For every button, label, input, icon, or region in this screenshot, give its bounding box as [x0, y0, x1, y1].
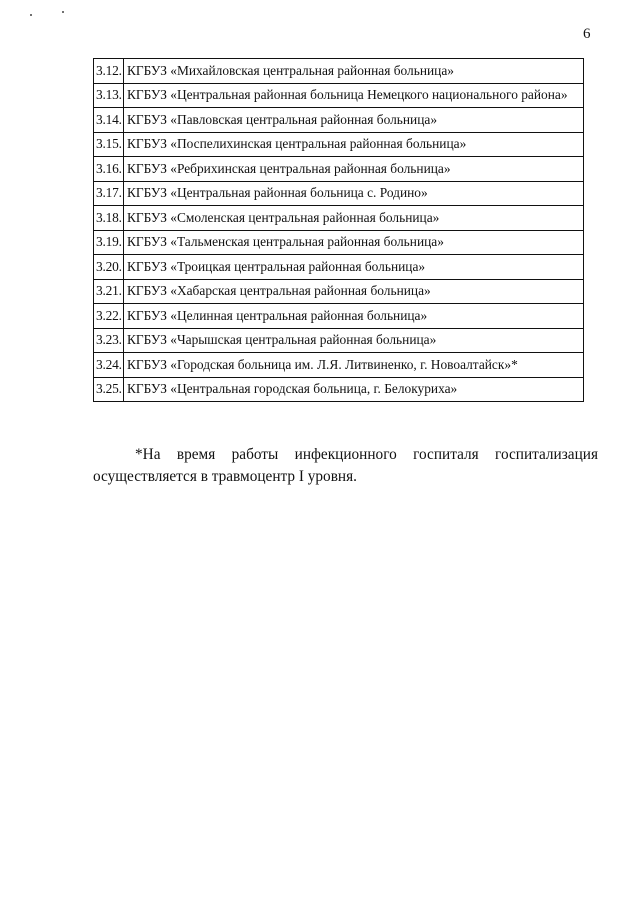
hospital-name: КГБУЗ «Поспелихинская центральная районная больница» [124, 132, 584, 157]
table-row [94, 230, 584, 255]
hospital-name: КГБУЗ «Целинная центральная районная больница» [124, 304, 584, 329]
row-number: 3.16. [94, 157, 124, 182]
row-number: 3.25. [94, 377, 124, 402]
hospital-name: КГБУЗ «Михайловская центральная районная больница» [124, 59, 584, 84]
table-row [94, 157, 584, 182]
hospital-name: КГБУЗ «Центральная районная больница Немецкого национального района» [124, 83, 584, 108]
hospital-name: КГБУЗ «Троицкая центральная районная больница» [124, 255, 584, 280]
table-row [94, 132, 584, 157]
table-row [94, 304, 584, 329]
table-row [94, 377, 584, 402]
row-number: 3.18. [94, 206, 124, 231]
footnote: *На время работы инфекционного госпиталя госпитализация осуществляется в травмоцентр I уровня. [93, 446, 598, 485]
hospital-name: КГБУЗ «Хабарская центральная районная больница» [124, 279, 584, 304]
hospital-name: КГБУЗ «Ребрихинская центральная районная больница» [124, 157, 584, 182]
hospital-name: КГБУЗ «Центральная районная больница с. Родино» [124, 181, 584, 206]
hospital-name: КГБУЗ «Городская больница им. Л.Я. Литвиненко, г. Новоалтайск»* [124, 353, 584, 378]
hospital-name: КГБУЗ «Павловская центральная районная больница» [124, 108, 584, 133]
row-number: 3.17. [94, 181, 124, 206]
row-number: 3.22. [94, 304, 124, 329]
row-number: 3.13. [94, 83, 124, 108]
table-row [94, 181, 584, 206]
hospital-table [93, 58, 584, 402]
hospital-name: КГБУЗ «Смоленская центральная районная больница» [124, 206, 584, 231]
row-number: 3.21. [94, 279, 124, 304]
hospital-name: КГБУЗ «Чарышская центральная районная больница» [124, 328, 584, 353]
row-number: 3.24. [94, 353, 124, 378]
table-row [94, 83, 584, 108]
row-number: 3.15. [94, 132, 124, 157]
row-number: 3.12. [94, 59, 124, 84]
scan-speck [62, 11, 64, 13]
table-row [94, 206, 584, 231]
row-number: 3.19. [94, 230, 124, 255]
table-row [94, 59, 584, 84]
table-row [94, 255, 584, 280]
row-number: 3.23. [94, 328, 124, 353]
table-row [94, 279, 584, 304]
table-row [94, 353, 584, 378]
row-number: 3.20. [94, 255, 124, 280]
scan-speck [30, 14, 32, 16]
table-row [94, 328, 584, 353]
hospital-table-body [94, 59, 584, 402]
hospital-name: КГБУЗ «Центральная городская больница, г. Белокуриха» [124, 377, 584, 402]
row-number: 3.14. [94, 108, 124, 133]
hospital-name: КГБУЗ «Тальменская центральная районная больница» [124, 230, 584, 255]
page-number: 6 [583, 26, 591, 42]
table-row [94, 108, 584, 133]
